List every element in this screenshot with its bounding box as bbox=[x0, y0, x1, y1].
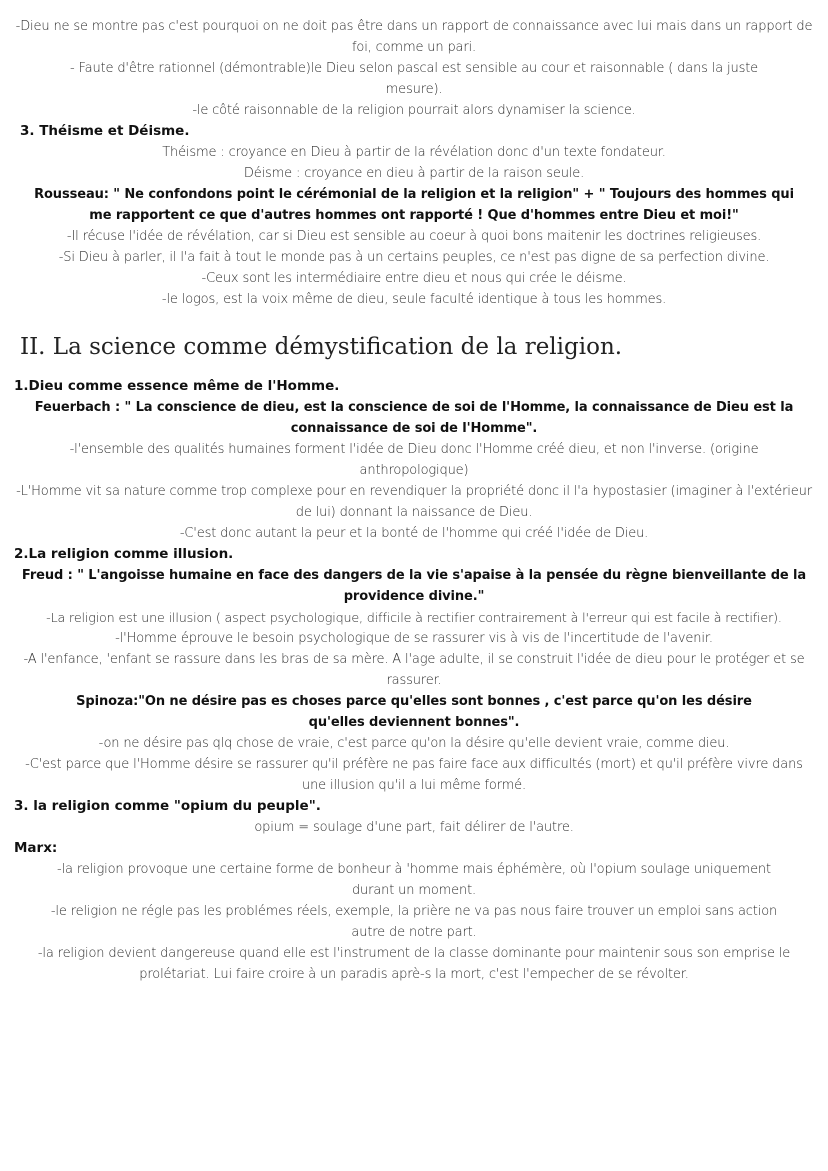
text-line: -Dieu ne se montre pas c'est pourquoi on ne doit pas être dans un rapport de connaissance avec lui mais dans un rapport de foi, comme un pari. bbox=[15, 19, 813, 55]
subsection-title: 1.Dieu comme essence même de l'Homme. bbox=[14, 378, 340, 394]
definition-line: Théisme : croyance en Dieu à partir de la révélation donc d'un texte fondateur. bbox=[162, 145, 666, 160]
text-line: -le côté raisonnable de la religion pourrait alors dynamiser la science. bbox=[192, 103, 636, 118]
text-line: -la religion provoque une certaine forme de bonheur à 'homme mais éphémère, où l'opium soulage uniquement durant un moment. bbox=[57, 862, 771, 898]
text-line: -L'Homme vit sa nature comme trop complexe pour en revendiquer la propriété donc il l'a hypostasier (imaginer à l'extérieur de lui) donnant la naissance de Dieu. bbox=[16, 484, 812, 520]
subsection-title: 2.La religion comme illusion. bbox=[14, 546, 234, 562]
text-line: -l'Homme éprouve le besoin psychologique de se rassurer vis à vis de l'incertitude de l'avenir. bbox=[115, 631, 713, 646]
text-line: -le logos, est la voix même de dieu, seule faculté identique à tous les hommes. bbox=[161, 292, 667, 307]
section-title: II. La science comme démystification de la religion. bbox=[20, 334, 623, 360]
text-line: -Si Dieu à parler, il l'a fait à tout le monde pas à un certains peuples, ce n'est pas digne de sa perfection divine. bbox=[58, 250, 770, 265]
quote-freud: Freud : " L'angoisse humaine en face des dangers de la vie s'apaise à la pensée du règne bienveillante de la providence divine." bbox=[21, 568, 807, 604]
text-line: -La religion est une illusion ( aspect psychologique, difficile à rectifier contrairement à l'erreur qui est facile à rectifier). bbox=[46, 610, 782, 625]
text-line: -Il récuse l'idée de révélation, car si Dieu est sensible au coeur à quoi bons maitenir les doctrines religieuses. bbox=[66, 229, 762, 244]
text-line: -A l'enfance, 'enfant se rassure dans les bras de sa mère. A l'age adulte, il se construit l'idée de dieu pour le protéger et se rassurer. bbox=[23, 652, 805, 688]
text-line: -Ceux sont les intermédiaire entre dieu et nous qui crée le déisme. bbox=[201, 271, 627, 286]
subsection-title: 3. Théisme et Déisme. bbox=[20, 123, 190, 139]
text-line: - Faute d'être rationnel (démontrable)le Dieu selon pascal est sensible au cour et raisonnable ( dans la juste mesure). bbox=[69, 61, 758, 97]
definition-line: opium = soulage d'une part, fait délirer de l'autre. bbox=[254, 820, 574, 835]
quote-rousseau: Rousseau: " Ne confondons point le cérémonial de la religion et la religion" + " Toujours des hommes qui me rapportent ce que d'autres hommes ont rapporté ! Que d'hommes entre Dieu et moi!" bbox=[34, 187, 794, 223]
text-line: -le religion ne régle pas les problémes réels, exemple, la prière ne va pas nous faire trouver un emploi sans action autre de notre part. bbox=[50, 904, 778, 940]
quote-spinoza: Spinoza:"On ne désire pas es choses parce qu'elles sont bonnes , c'est parce qu'on les désire qu'elles deviennent bonnes". bbox=[76, 694, 752, 730]
author-label: Marx: bbox=[14, 840, 58, 856]
definition-line: Déisme : croyance en dieu à partir de la raison seule. bbox=[243, 166, 585, 181]
text-line: -C'est parce que l'Homme désire se rassurer qu'il préfère ne pas faire face aux difficultés (mort) et qu'il préfère vivre dans une illusion qu'il a lui même formé. bbox=[25, 757, 803, 793]
subsection-title: 3. la religion comme "opium du peuple". bbox=[14, 798, 321, 814]
text-line: -l'ensemble des qualités humaines forment l'idée de Dieu donc l'Homme créé dieu, et non l'inverse. (origine anthropologique) bbox=[69, 442, 759, 478]
quote-feuerbach: Feuerbach : " La conscience de dieu, est la conscience de soi de l'Homme, la connaissance de Dieu est la connaissance de soi de l'Homme". bbox=[34, 400, 794, 436]
text-line: -on ne désire pas qlq chose de vraie, c'est parce qu'on la désire qu'elle devient vraie, comme dieu. bbox=[98, 736, 730, 751]
text-line: -la religion devient dangereuse quand elle est l'instrument de la classe dominante pour maintenir sous son emprise le prolétariat. Lui faire croire à un paradis aprè-s la mort, c'est l'empecher de se révolter. bbox=[37, 946, 791, 982]
text-line: -C'est donc autant la peur et la bonté de l'homme qui créé l'idée de Dieu. bbox=[179, 526, 649, 541]
